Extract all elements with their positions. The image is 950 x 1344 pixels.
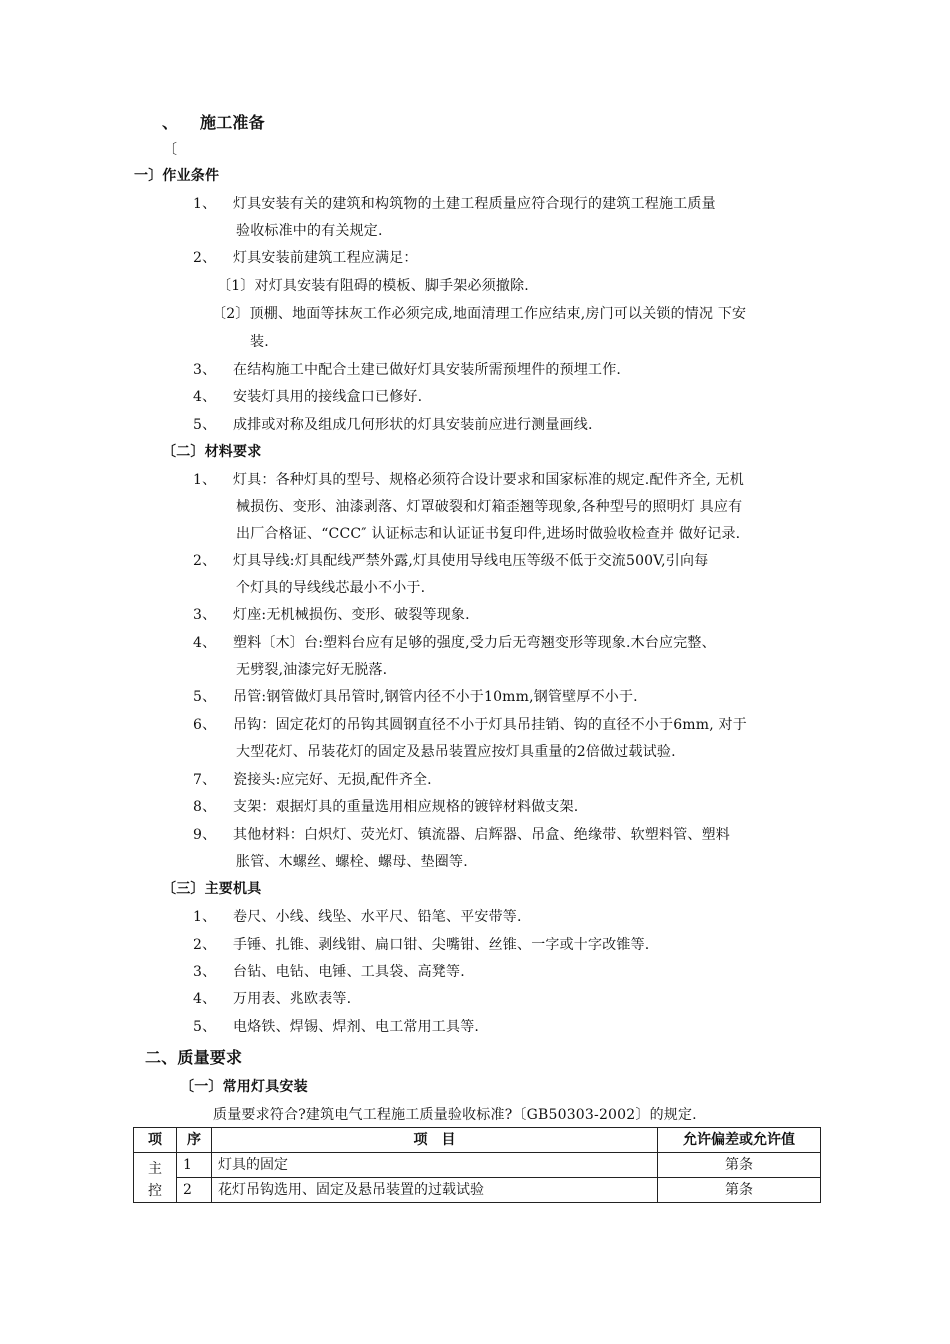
list-item-number: 8、 xyxy=(193,799,217,815)
list-item-number: 1、 xyxy=(193,196,217,212)
subsection-title-work-conditions: 一〕作业条件 xyxy=(134,168,220,184)
list-item-number: 5、 xyxy=(193,1019,217,1035)
list-item-number: 6、 xyxy=(193,717,217,733)
list-sub-item: 〔2〕顶棚、地面等抹灰工作必须完成,地面清理工作应结束,房门可以关锁的情况 下安 xyxy=(212,306,747,322)
table-cell-item: 灯具的固定 xyxy=(212,1153,658,1178)
list-item-text: 手锤、扎锥、剥线钳、扁口钳、尖嘴钳、丝锥、一字或十字改锥等. xyxy=(233,937,650,953)
list-item-text: 成排或对称及组成几何形状的灯具安装前应进行测量画线. xyxy=(233,417,593,433)
list-item-number: 1、 xyxy=(193,472,217,488)
section1-bracket: 〔 xyxy=(163,142,178,158)
list-item-number: 7、 xyxy=(193,772,217,788)
list-sub-item: 〔1〕对灯具安装有阻碍的模板、脚手架必须撤除. xyxy=(217,278,529,294)
list-item-continuation: 出厂合格证、“CCC″ 认证标志和认证证书复印件,进场时做验收检查并 做好记录. xyxy=(236,526,741,542)
list-item-text: 灯座:无机械损伤、变形、破裂等现象. xyxy=(233,607,470,623)
table-row xyxy=(134,1153,821,1178)
subsection-title-material-requirements: 〔二〕材料要求 xyxy=(162,444,262,460)
list-item-number: 3、 xyxy=(193,362,217,378)
list-item-text: 灯具安装前建筑工程应满足： xyxy=(233,250,418,266)
list-item-number: 3、 xyxy=(193,964,217,980)
list-item-text: 卷尺、小线、线坠、水平尺、铅笔、平安带等. xyxy=(233,909,522,925)
table-cell-item: 花灯吊钩选用、固定及悬吊装置的过载试验 xyxy=(212,1178,658,1203)
table-cell-value: 第条 xyxy=(658,1153,821,1178)
list-item-text: 瓷接头:应完好、无损,配件齐全. xyxy=(233,772,432,788)
list-item-text: 灯具安装有关的建筑和构筑物的土建工程质量应符合现行的建筑工程施工质量 xyxy=(233,196,716,212)
table-row xyxy=(134,1178,821,1203)
list-item-continuation: 无劈裂,油漆完好无脱落. xyxy=(236,662,388,678)
list-item-number: 2、 xyxy=(193,553,217,569)
table-header-value: 允许偏差或允许值 xyxy=(658,1128,821,1153)
list-item-text: 支架：艰据灯具的重量选用相应规格的镀锌材料做支架. xyxy=(233,799,579,815)
table-cell-value: 第条 xyxy=(658,1178,821,1203)
table-header-seq: 序 xyxy=(177,1128,212,1153)
list-item-text: 灯具导线:灯具配线严禁外露,灯具使用导线电压等级不低于交流500V,引向每 xyxy=(233,553,709,569)
list-item-number: 4、 xyxy=(193,389,217,405)
section2-intro: 质量要求符合?建筑电气工程施工质量验收标准?〔GB50303-2002〕的规定. xyxy=(213,1107,697,1123)
list-item-continuation: 胀管、木螺丝、螺栓、螺母、垫圈等. xyxy=(236,854,468,870)
list-item-number: 1、 xyxy=(193,909,217,925)
list-item-number: 5、 xyxy=(193,417,217,433)
list-item-text: 塑料〔木〕台:塑料台应有足够的强度,受力后无弯翘变形等现象.木台应完整、 xyxy=(233,635,716,651)
list-item-number: 5、 xyxy=(193,689,217,705)
list-item-number: 4、 xyxy=(193,991,217,1007)
list-item-continuation: 验收标准中的有关规定. xyxy=(236,223,383,239)
section1-title: 施工准备 xyxy=(200,113,265,132)
list-item-text: 其他材料：白炽灯、荧光灯、镇流器、启辉器、吊盒、绝缘带、软塑料管、塑料 xyxy=(233,827,730,843)
list-item-number: 2、 xyxy=(193,937,217,953)
list-item-text: 吊管:钢管做灯具吊管时,钢管内径不小于10mm,钢管壁厚不小于. xyxy=(233,689,638,705)
section1-marker: 、 xyxy=(162,113,179,132)
table-cell-seq: 1 xyxy=(177,1153,212,1178)
section2-title: 二、质量要求 xyxy=(145,1048,243,1067)
list-item-text: 万用表、兆欧表等. xyxy=(233,991,352,1007)
table-cell-category: 主 控 xyxy=(134,1153,177,1203)
list-item-text: 电烙铁、焊锡、焊剂、电工常用工具等. xyxy=(233,1019,480,1035)
table-header-item: 项 目 xyxy=(212,1128,658,1153)
list-item-text: 安装灯具用的接线盒口已修好. xyxy=(233,389,423,405)
list-item-text: 在结构施工中配合土建已做好灯具安装所需预埋件的预埋工作. xyxy=(233,362,622,378)
table-header-row xyxy=(134,1128,821,1153)
list-item-number: 9、 xyxy=(193,827,217,843)
list-item-continuation: 大型花灯、吊装花灯的固定及悬吊装置应按灯具重量的2倍做过载试验. xyxy=(236,744,676,760)
list-item-continuation: 械损伤、变形、油漆剥落、灯罩破裂和灯箱歪翘等现象,各种型号的照明灯 具应有 xyxy=(236,499,743,515)
section2-subtitle: 〔一〕常用灯具安装 xyxy=(180,1079,308,1095)
list-item-continuation: 装. xyxy=(250,334,269,350)
quality-table xyxy=(133,1127,821,1203)
list-item-text: 灯具：各种灯具的型号、规格必须符合设计要求和国家标准的规定.配件齐全, 无机 xyxy=(233,472,744,488)
list-item-number: 3、 xyxy=(193,607,217,623)
list-item-number: 4、 xyxy=(193,635,217,651)
list-item-number: 2、 xyxy=(193,250,217,266)
list-item-text: 台钻、电钻、电锤、工具袋、高凳等. xyxy=(233,964,465,980)
table-header-category: 项 xyxy=(134,1128,177,1153)
subsection-title-main-tools: 〔三〕主要机具 xyxy=(162,881,262,897)
table-cell-seq: 2 xyxy=(177,1178,212,1203)
list-item-continuation: 个灯具的导线线芯最小不小于. xyxy=(236,580,426,596)
list-item-text: 吊钩：固定花灯的吊钩其圆钢直径不小于灯具吊挂销、钩的直径不小于6mm, 对于 xyxy=(233,717,747,733)
